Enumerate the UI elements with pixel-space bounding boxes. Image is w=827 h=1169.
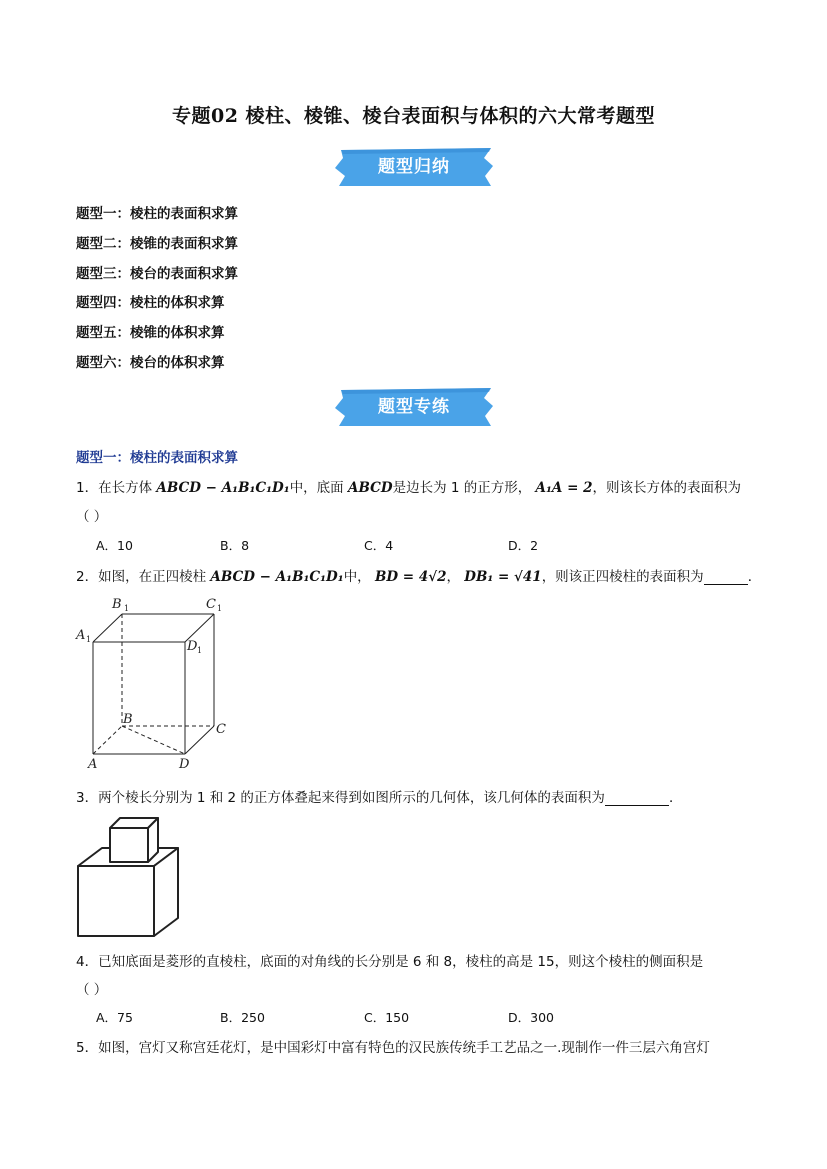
vertex-label-b: B <box>123 712 133 727</box>
vertex-label-d1: D <box>187 639 198 654</box>
vertex-subscript: 1 <box>197 646 203 655</box>
vertex-label-b1: B <box>112 597 122 612</box>
question-text: ， <box>446 569 460 585</box>
practice-banner <box>333 386 495 428</box>
question-number: 2． <box>76 569 99 585</box>
math-expression: ABCD <box>347 480 393 496</box>
answer-blank[interactable] <box>704 570 748 585</box>
topic-item: 题型六：棱台的体积求算 <box>76 354 225 371</box>
choice-a[interactable]: A．75 <box>96 1010 133 1025</box>
question-text: ，则该正四棱柱的表面积为 <box>541 569 704 585</box>
topic-item: 题型一：棱柱的表面积求算 <box>76 206 238 222</box>
question-text: 中，底面 <box>289 480 344 496</box>
stacked-cubes-figure <box>74 812 184 940</box>
question-text: 两个棱长分别为 1 和 2 的正方体叠起来得到如图所示的几何体，该几何体的表面积为 <box>98 790 605 806</box>
math-expression: ABCD − A₁B₁C₁D₁ <box>210 569 344 585</box>
question-text: 中， <box>343 569 371 585</box>
question-2 <box>76 565 766 585</box>
choice-c[interactable]: C．150 <box>364 1010 410 1025</box>
question-number: 5． <box>76 1040 99 1056</box>
question-end-mark: ． <box>668 790 683 806</box>
question-number: 3． <box>76 790 99 806</box>
math-expression: DB₁ = √41 <box>464 569 542 585</box>
topic-item: 题型四：棱柱的体积求算 <box>76 295 225 312</box>
topic-item: 题型三：棱台的表面积求算 <box>76 265 238 282</box>
topic-list <box>76 205 238 384</box>
section-heading: 题型一：棱柱的表面积求算 <box>76 450 238 466</box>
question-text: 如图，宫灯又称宫廷花灯，是中国彩灯中富有特色的汉民族传统手工艺品之一.现制作一件三层六角宫灯 <box>98 1040 710 1056</box>
practice-banner-label: 题型专练 <box>378 397 450 417</box>
vertex-label-c1: C <box>206 597 216 612</box>
math-expression: BD = 4√2 <box>374 569 447 585</box>
choice-a[interactable]: A．10 <box>96 538 133 553</box>
choice-d[interactable]: D．300 <box>508 1010 554 1025</box>
vertex-label-d: D <box>179 757 190 772</box>
topic-item: 题型五：棱锥的体积求算 <box>76 325 225 342</box>
question-3 <box>76 786 766 806</box>
summary-banner-label: 题型归纳 <box>378 157 450 177</box>
question-text: 是边长为 1 的正方形， <box>392 480 532 496</box>
question-text: 已知底面是菱形的直棱柱，底面的对角线的长分别是 6 和 8，棱柱的高是 15，则这个棱柱的侧面积是 <box>98 954 704 970</box>
choice-c[interactable]: C．4 <box>364 538 394 553</box>
question-text: ，则该长方体的表面积为 <box>592 480 742 496</box>
topic-item: 题型二：棱锥的表面积求算 <box>76 235 238 252</box>
math-expression: ABCD − A₁B₁C₁D₁ <box>156 480 290 496</box>
question-5 <box>76 1036 766 1056</box>
vertex-label-a1: A <box>76 628 86 643</box>
question-number: 1． <box>76 480 99 496</box>
question-end-mark: ． <box>747 569 762 585</box>
vertex-subscript: 1 <box>124 604 130 613</box>
question-text: 在长方体 <box>98 480 153 496</box>
question-1 <box>76 476 756 496</box>
choice-b[interactable]: B．250 <box>220 1010 265 1025</box>
answer-paren: （ ） <box>76 509 108 525</box>
choice-d[interactable]: D．2 <box>508 538 539 553</box>
choice-b[interactable]: B．8 <box>220 538 250 553</box>
question-text: 如图，在正四棱柱 <box>98 569 207 585</box>
question-4 <box>76 950 766 970</box>
vertex-subscript: 1 <box>217 604 223 613</box>
answer-paren: （ ） <box>76 982 108 998</box>
answer-blank[interactable] <box>605 791 669 806</box>
prism-figure <box>74 594 234 774</box>
summary-banner <box>333 146 495 188</box>
vertex-label-a: A <box>88 757 98 772</box>
vertex-subscript: 1 <box>86 635 92 644</box>
page-title: 专题02 棱柱、棱锥、棱台表面积与体积的六大常考题型 <box>171 105 656 127</box>
question-number: 4． <box>76 954 99 970</box>
vertex-label-c: C <box>216 722 226 737</box>
math-expression: A₁A = 2 <box>535 480 593 496</box>
